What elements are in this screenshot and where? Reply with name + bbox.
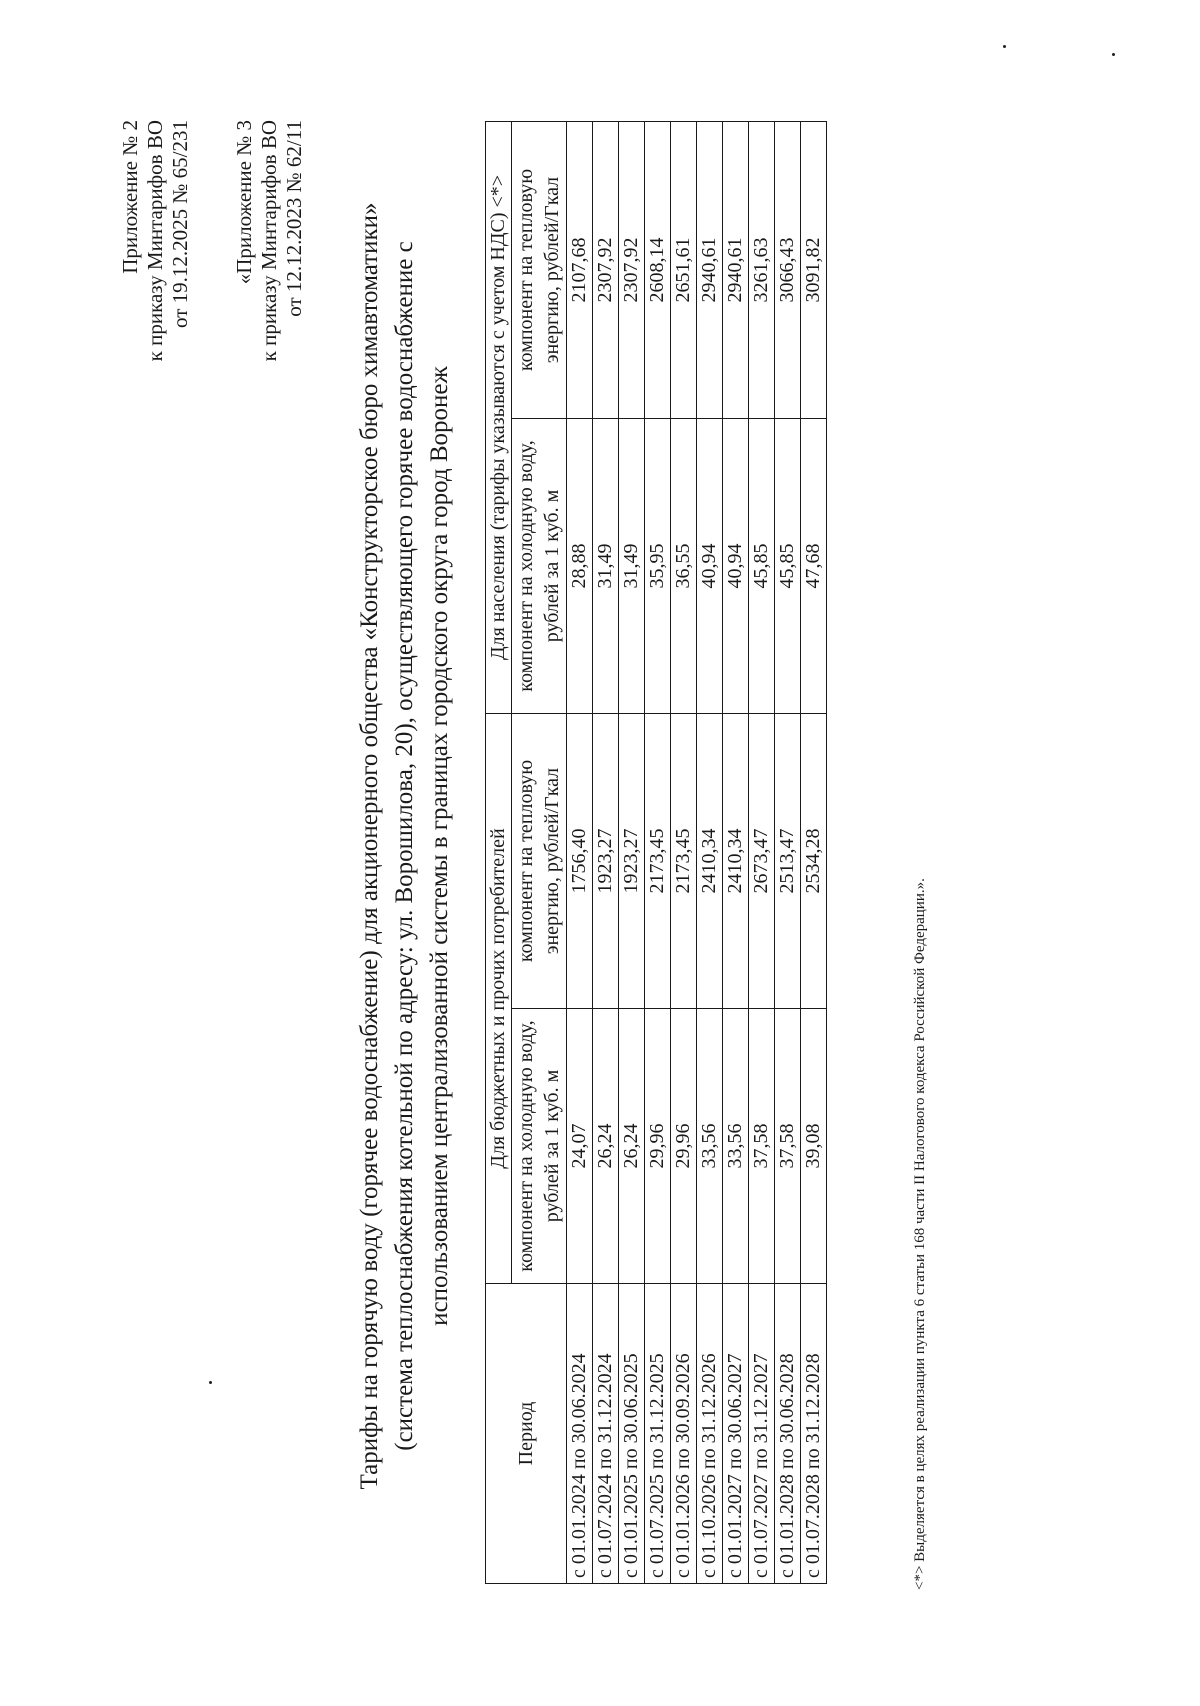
table-row	[801, 121, 827, 1583]
budget-cold-header: компонент на холодную воду, рублей за 1 куб. м	[512, 1009, 567, 1284]
budget-cold-cell: 29,96	[671, 1009, 697, 1284]
budget-cold-cell: 29,96	[645, 1009, 671, 1284]
table-row	[645, 121, 671, 1583]
population-cold-cell: 35,95	[645, 418, 671, 713]
appendix-new-line3: от 19.12.2025 № 65/231	[168, 120, 192, 329]
population-cold-cell: 31,49	[619, 418, 645, 713]
title-line3: использованием централизованной системы в границах городского округа город Воронеж	[426, 366, 453, 1326]
appendix-old-line3: от 12.12.2023 № 62/11	[282, 120, 306, 317]
table-row	[697, 121, 723, 1583]
population-cold-cell: 40,94	[697, 418, 723, 713]
budget-cold-cell: 33,56	[697, 1009, 723, 1284]
appendix-new-line1: Приложение № 2	[118, 120, 142, 274]
population-heat-cell: 2940,61	[697, 121, 723, 418]
population-cold-cell: 28,88	[567, 418, 593, 713]
period-cell: с 01.07.2025 по 31.12.2025	[645, 1284, 671, 1584]
budget-heat-cell: 1923,27	[593, 713, 619, 1008]
population-cold-cell: 36,55	[671, 418, 697, 713]
budget-heat-cell: 2173,45	[671, 713, 697, 1008]
budget-cold-cell: 39,08	[801, 1009, 827, 1284]
budget-heat-header: компонент на тепловую энергию, рублей/Гкал	[512, 713, 567, 1008]
population-heat-cell: 3066,43	[775, 121, 801, 418]
table-row	[749, 121, 775, 1583]
table-row	[723, 121, 749, 1583]
budget-cold-cell: 26,24	[593, 1009, 619, 1284]
budget-cold-cell: 33,56	[723, 1009, 749, 1284]
title-line1: Тарифы на горячую воду (горячее водоснабжение) для акционерного общества «Конструкторское бюро химавтоматики»	[356, 202, 383, 1490]
period-cell: с 01.01.2025 по 30.06.2025	[619, 1284, 645, 1584]
table-row	[671, 121, 697, 1583]
population-heat-cell: 3091,82	[801, 121, 827, 418]
population-cold-cell: 47,68	[801, 418, 827, 713]
budget-heat-cell: 2410,34	[697, 713, 723, 1008]
appendix-new-line2: к приказу Минтарифов ВО	[143, 120, 167, 362]
population-cold-cell: 40,94	[723, 418, 749, 713]
scan-speck	[1003, 45, 1006, 48]
period-header: Период	[486, 1284, 567, 1584]
budget-cold-cell: 37,58	[775, 1009, 801, 1284]
tariff-table	[485, 121, 827, 1584]
population-cold-header: компонент на холодную воду, рублей за 1 куб. м	[512, 418, 567, 713]
population-cold-cell: 45,85	[775, 418, 801, 713]
period-cell: с 01.07.2027 по 31.12.2027	[749, 1284, 775, 1584]
population-heat-cell: 2940,61	[723, 121, 749, 418]
period-cell: с 01.01.2028 по 30.06.2028	[775, 1284, 801, 1584]
appendix-old-line2: к приказу Минтарифов ВО	[257, 120, 281, 362]
population-heat-cell: 2307,92	[619, 121, 645, 418]
table-row	[567, 121, 593, 1583]
budget-heat-cell: 2673,47	[749, 713, 775, 1008]
appendix-reference-old	[232, 120, 307, 361]
population-group-header: Для населения (тарифы указываются с учетом НДС) <*>	[486, 121, 512, 713]
period-cell: с 01.01.2027 по 30.06.2027	[723, 1284, 749, 1584]
budget-cold-cell: 37,58	[749, 1009, 775, 1284]
period-cell: с 01.07.2024 по 31.12.2024	[593, 1284, 619, 1584]
appendix-old-line1: «Приложение № 3	[232, 120, 256, 285]
table-row	[619, 121, 645, 1583]
period-cell: с 01.10.2026 по 31.12.2026	[697, 1284, 723, 1584]
population-heat-cell: 3261,63	[749, 121, 775, 418]
footnote: <*> Выделяется в целях реализации пункта 6 статьи 168 части II Налогового кодекса Российской Федерации.».	[912, 878, 928, 1590]
table-row	[593, 121, 619, 1583]
population-heat-cell: 2107,68	[567, 121, 593, 418]
budget-heat-cell: 2173,45	[645, 713, 671, 1008]
period-cell: с 01.01.2026 по 30.09.2026	[671, 1284, 697, 1584]
budget-group-header: Для бюджетных и прочих потребителей	[486, 713, 512, 1283]
budget-heat-cell: 2513,47	[775, 713, 801, 1008]
title-line2: (система теплоснабжения котельной по адресу: ул. Ворошилова, 20), осуществляющего горячее водоснабжение с	[391, 241, 418, 1451]
population-heat-cell: 2307,92	[593, 121, 619, 418]
appendix-reference-new	[118, 120, 193, 361]
budget-heat-cell: 2410,34	[723, 713, 749, 1008]
document-title	[352, 96, 457, 1596]
population-cold-cell: 45,85	[749, 418, 775, 713]
scan-speck	[209, 1381, 212, 1384]
period-cell: с 01.07.2028 по 31.12.2028	[801, 1284, 827, 1584]
scan-speck	[1112, 53, 1115, 56]
budget-heat-cell: 1756,40	[567, 713, 593, 1008]
population-heat-cell: 2651,61	[671, 121, 697, 418]
population-heat-header: компонент на тепловую энергию, рублей/Гкал	[512, 121, 567, 418]
population-cold-cell: 31,49	[593, 418, 619, 713]
budget-cold-cell: 26,24	[619, 1009, 645, 1284]
period-cell: с 01.01.2024 по 30.06.2024	[567, 1284, 593, 1584]
budget-cold-cell: 24,07	[567, 1009, 593, 1284]
budget-heat-cell: 1923,27	[619, 713, 645, 1008]
budget-heat-cell: 2534,28	[801, 713, 827, 1008]
table-row	[775, 121, 801, 1583]
population-heat-cell: 2608,14	[645, 121, 671, 418]
